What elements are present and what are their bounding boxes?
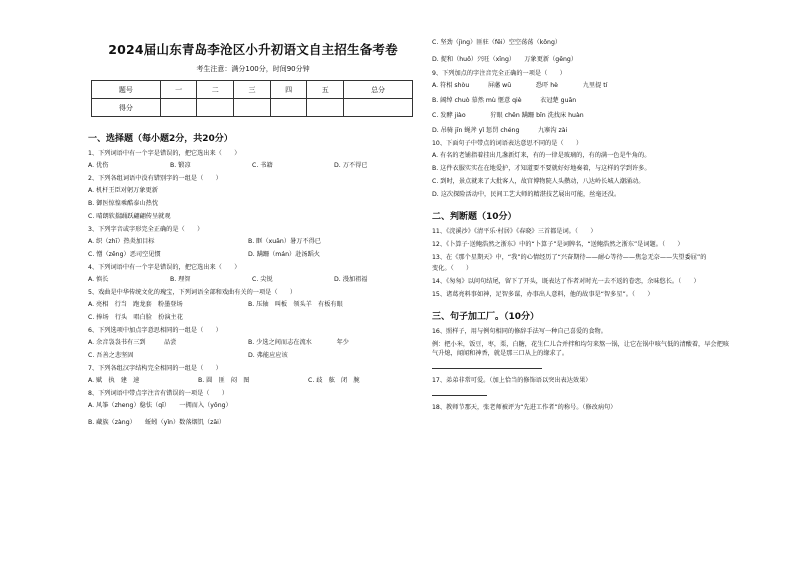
option: A. 风筝（zheng）稳怯（qī） 一拥而入（yōng） [88, 402, 232, 409]
option: A. 织（zhī）热炎加目标 [88, 238, 155, 245]
option: B. 阔绰 chuò 慕然 mù 惬意 qiè 衣冠楚 guān [432, 97, 577, 104]
question-options [88, 275, 418, 284]
question-options [88, 237, 418, 246]
option: A. 有名的老铺指着挂出几盏新灯来，有的一律是玻璃的，有的满一色是牛角的。 [432, 152, 651, 159]
example-text: 例：把小米，饭豆，枣，栗，白糖，花生仁儿合并拌和均匀来熬一锅，让它在锅中咳气低的清酸着，早会把咳气升熄，闻闻和神香，就是那三口从上的缘求了。 [432, 341, 729, 357]
question-options [88, 250, 418, 259]
score-cell [307, 99, 344, 117]
question-stem: 3、下列字音或字形完全正确的是（ ） [88, 226, 204, 233]
score-header-cell: 五 [307, 81, 344, 99]
score-cell [234, 99, 271, 117]
question-stem: 17、弟弟非常可爱。（加上恰当的修饰语以突出表达效果） [432, 377, 592, 384]
judgement-item: 12、《卜算子·送鲍浩然之浙东》中的“卜算子”是词牌名，“送鲍浩然之浙东”是词题。（ ） [432, 241, 684, 248]
option: C. 憎（zēng）恶司空见惯 [88, 251, 161, 258]
option: B. 眶（xuān）暑万不得已 [248, 238, 321, 245]
option: B. 锻凉 [170, 162, 191, 169]
option: B. 理智 [170, 276, 191, 283]
judgement-item: 11、《浣溪沙》《清平乐·村居》《春晓》三首都是词。（ ） [432, 228, 597, 235]
exam-notice: 考生注意：满分100分，时间90分钟 [196, 65, 310, 73]
question-stem: 18、教师节那天，张老师被评为“先进工作者”的称号。（修改病句） [432, 404, 617, 411]
exam-title: 2024届山东青岛李沧区小升初语文自主招生备考卷 [108, 42, 398, 57]
score-header-cell: 一 [160, 81, 197, 99]
right-column [432, 38, 732, 416]
score-header-cell: 三 [234, 81, 271, 99]
option: C. 歧 舷 闭 腕 [308, 377, 360, 384]
option: C. 坚劲（jìng）匪驻（fěi）空空荡荡（kōng） [432, 39, 562, 46]
option: C. 书籍 [252, 162, 273, 169]
option: C. 吾善之悲坚固 [88, 352, 134, 359]
section-heading: 二、判断题（10分） [432, 212, 517, 222]
question-stem: 9、下列加点的字注音完全正确的一项是（ ） [432, 70, 566, 77]
answer-blank[interactable] [432, 362, 542, 369]
score-header-cell: 题号 [92, 81, 161, 99]
question-options [88, 376, 418, 385]
left-column [88, 38, 418, 431]
option: B. 藏族（zàng） 蚯蚓（yǐn）数落烟饥（zāi） [88, 419, 226, 426]
question-options [88, 300, 418, 309]
option: C. 到时，景点就来了大批客人，故宫博物院人头攒动，八达岭长城人潮涌动。 [432, 178, 645, 185]
answer-blank[interactable] [432, 389, 487, 396]
question-stem: 4、下列词语中有一个字是错误的，把它选出来（ ） [88, 264, 241, 271]
option: B. 这件衣服实实在在地爱护，才知道要不要就好好地奏着，与这样的学到许多。 [432, 165, 651, 172]
question-stem: 10、下面句子中带点的词语表达意思不同的是（ ） [432, 140, 583, 147]
section-heading: 一、选择题（每小题2分，共20分） [88, 134, 233, 144]
score-table [91, 80, 413, 117]
question-options [88, 161, 418, 170]
question-options [88, 338, 418, 347]
option: B. 少选之间而志在流水 年少 [248, 339, 349, 346]
question-stem: 1、下列词语中有一个字是错误的，把它选出来（ ） [88, 150, 241, 157]
option: A. 符相 shòu 屏藩 wū 恐吓 hè 九里提 tí [432, 82, 608, 89]
judgement-item: 14、《匆匆》以问句结尾，留下了开头，既表达了作者对时光一去不返的眷恋，余味悠长。（ ） [432, 278, 700, 285]
option: C. 捧场 行头 唱白脸 扮演主花 [88, 314, 183, 321]
answer-line [432, 389, 732, 399]
score-cell [344, 99, 413, 117]
section-heading: 三、句子加工厂。（10分） [432, 312, 540, 322]
score-header-cell: 二 [197, 81, 234, 99]
option: A. 赋 执 建 速 [88, 377, 140, 384]
option: B. 压轴 叫板 领头羊 有板有眼 [248, 301, 343, 308]
score-header-cell: 总分 [344, 81, 413, 99]
score-row-label: 得分 [92, 99, 161, 117]
score-header-cell: 四 [270, 81, 307, 99]
question-stem: 6、下列选项中加点字意思相同的一组是（ ） [88, 327, 222, 334]
judgement-item: 15、诸葛亮料事如神，足智多谋，办事出人意料，他的故事是“智多星”。（ ） [432, 291, 654, 298]
question-stem: 7、下列各组汉字结构完全相同的一组是（ ） [88, 365, 222, 372]
option: D. 吊骑 jīn 蝇斧 yǐ 惩罚 chéng 九寨沟 zài [432, 127, 568, 134]
option: D. 这次探险活动中，民间工艺大师的精湛技艺展出可能，丝毫还没。 [432, 191, 621, 198]
option: C. 发酵 jiào 狞眼 chēn 蹒跚 bīn 洗找床 huàn [432, 112, 584, 119]
question-stem: 2、下列各组词语中没有错别字的一组是（ ） [88, 175, 222, 182]
question-stem: 5、戏曲是中华传统文化的瑰宝，下列词语全部和戏曲有关的一项是（ ） [88, 289, 297, 296]
option: A. 余音袅袅书有三到 品尝 [88, 339, 177, 346]
score-cell [197, 99, 234, 117]
score-cell [160, 99, 197, 117]
option: D. 蹒跚（mán）赴汤蹈火 [248, 251, 320, 258]
option: D. 漫加祖福 [334, 276, 368, 283]
option: A. 亮相 行当 跑龙套 粉墨登场 [88, 301, 183, 308]
option: D. 捉和（huō）兴旺（xīng） 万象更新（gēng） [432, 56, 578, 63]
score-cell [270, 99, 307, 117]
option: B. 御医惊惶乘酷泰山热忱 [88, 200, 159, 207]
score-table-score-row [92, 99, 413, 117]
judgement-item: 13、在《那个星期天》中，“我”的心情经历了“兴奋期待——耐心等待——焦急无奈——失望委屈”的 [432, 254, 707, 261]
option: C. 晴朗软揣踊跃翩翩传呈就观 [88, 213, 171, 220]
option: B. 圆 匪 闷 图 [198, 377, 250, 384]
option: A. 慎长 [88, 276, 109, 283]
answer-line [432, 362, 732, 372]
option: C. 尖锐 [252, 276, 273, 283]
option: D. 弗能应应该 [248, 352, 288, 359]
question-stem: 16、照样子，用与例句相同的修辞手法写一种自己喜爱的食物。 [432, 328, 607, 335]
option: A. 优伤 [88, 162, 109, 169]
option: D. 万不得已 [334, 162, 368, 169]
judgement-item: 变化。（ ） [432, 265, 473, 272]
score-table-header-row [92, 81, 413, 99]
option: A. 机杆王臣对躬万象更新 [88, 187, 158, 194]
question-stem: 8、下列词语中带点字注音有错误的一项是（ ） [88, 390, 229, 397]
question-options [88, 351, 418, 360]
